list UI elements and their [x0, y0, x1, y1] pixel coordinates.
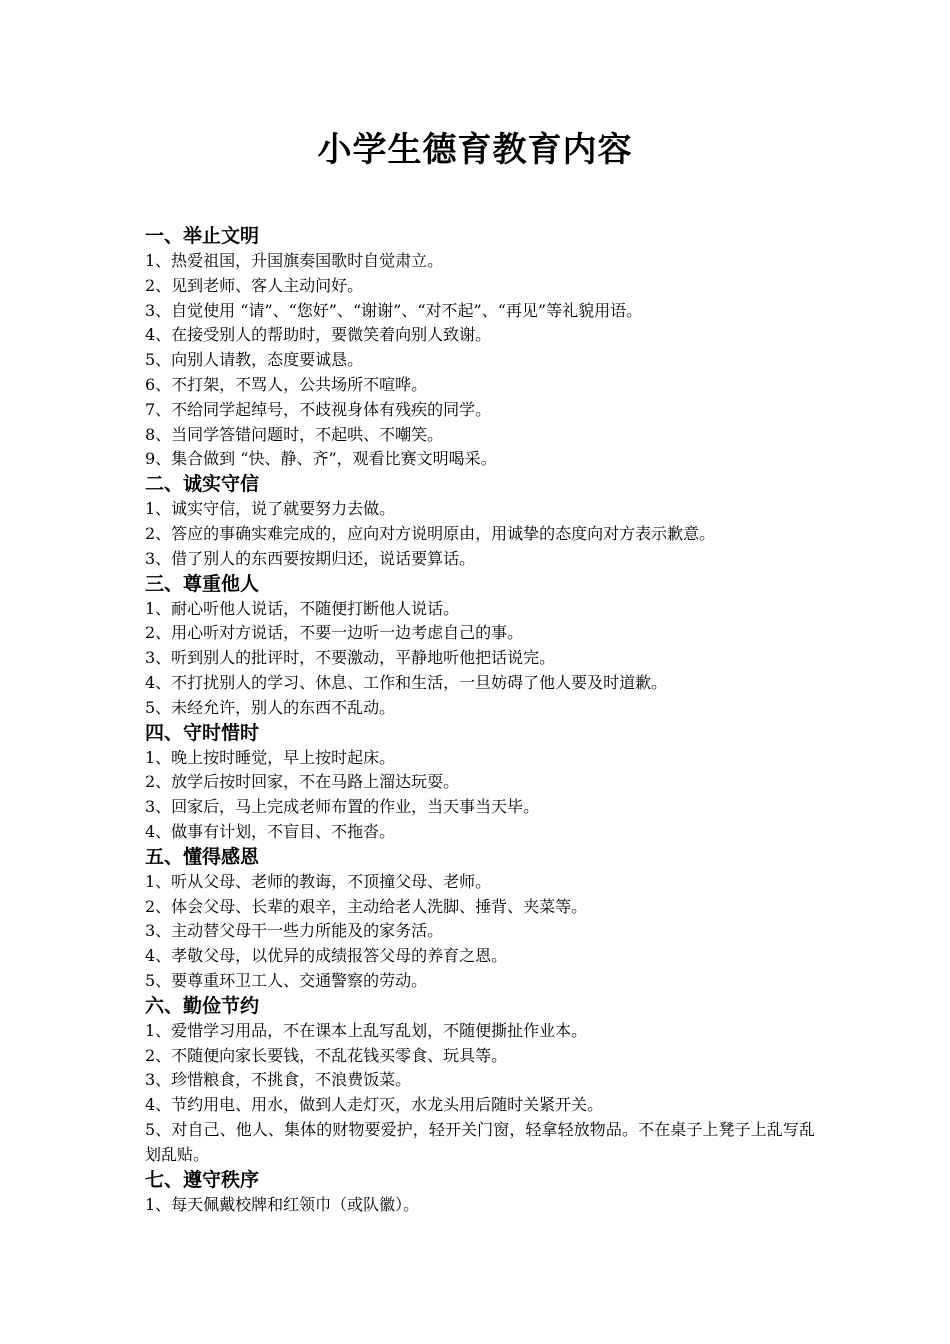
- list-item: 5、对自己、他人、集体的财物要爱护，轻开关门窗，轻拿轻放物品。不在桌子上凳子上乱写乱划乱贴。: [145, 1119, 815, 1164]
- section-heading: 二、诚实守信: [145, 473, 260, 496]
- list-item: 4、做事有计划，不盲目、不拖沓。: [145, 821, 396, 841]
- list-item: 1、耐心听他人说话，不随便打断他人说话。: [145, 598, 460, 618]
- list-item: 8、当同学答错问题时，不起哄、不嘲笑。: [145, 424, 444, 444]
- list-item: 4、在接受别人的帮助时，要微笑着向别人致谢。: [145, 325, 492, 345]
- section-punctuality: [145, 721, 815, 845]
- section-honesty: [145, 472, 815, 571]
- list-item: 3、珍惜粮食，不挑食，不浪费饭菜。: [145, 1070, 412, 1090]
- list-item: 3、主动替父母干一些力所能及的家务活。: [145, 921, 444, 941]
- list-item: 3、自觉使用 “请”、“您好”、“谢谢”、“对不起”、“再见”等礼貌用语。: [145, 300, 643, 320]
- page-title: 小学生德育教育内容: [317, 130, 633, 170]
- section-heading: 六、勤俭节约: [145, 994, 260, 1017]
- list-item: 4、节约用电、用水，做到人走灯灭，水龙头用后随时关紧开关。: [145, 1095, 604, 1115]
- section-respect: [145, 572, 815, 721]
- list-item: 3、回家后，马上完成老师布置的作业，当天事当天毕。: [145, 797, 540, 817]
- list-item: 1、听从父母、老师的教诲，不顶撞父母、老师。: [145, 871, 492, 891]
- list-item: 9、集合做到 “快、静、齐”，观看比赛文明喝采。: [145, 449, 497, 469]
- section-thrift: [145, 994, 815, 1168]
- section-manners: [145, 224, 815, 472]
- list-item: 3、听到别人的批评时，不要激动，平静地听他把话说完。: [145, 648, 556, 668]
- list-item: 4、不打扰别人的学习、休息、工作和生活，一旦妨碍了他人要及时道歉。: [145, 672, 668, 692]
- list-item: 7、不给同学起绰号，不歧视身体有残疾的同学。: [145, 399, 492, 419]
- section-heading: 七、遵守秩序: [145, 1168, 260, 1191]
- list-item: 1、热爱祖国，升国旗奏国歌时自觉肃立。: [145, 251, 444, 270]
- section-heading: 五、懂得感恩: [145, 845, 260, 868]
- list-item: 5、未经允许，别人的东西不乱动。: [145, 697, 396, 717]
- list-item: 2、答应的事确实难完成的，应向对方说明原由，用诚挚的态度向对方表示歉意。: [145, 523, 716, 543]
- section-heading: 三、尊重他人: [145, 572, 260, 595]
- section-heading: 一、举止文明: [145, 225, 260, 247]
- list-item: 1、晚上按时睡觉，早上按时起床。: [145, 747, 396, 767]
- list-item: 2、体会父母、长辈的艰辛，主动给老人洗脚、捶背、夹菜等。: [145, 896, 588, 916]
- list-item: 5、向别人请教，态度要诚恳。: [145, 350, 364, 370]
- list-item: 1、爱惜学习用品，不在课本上乱写乱划，不随便撕扯作业本。: [145, 1020, 588, 1040]
- list-item: 2、见到老师、客人主动问好。: [145, 275, 364, 295]
- list-item: 5、要尊重环卫工人、交通警察的劳动。: [145, 970, 428, 990]
- list-item: 4、孝敬父母，以优异的成绩报答父母的养育之恩。: [145, 946, 508, 966]
- list-item: 1、每天佩戴校牌和红领巾（或队徽）。: [145, 1194, 420, 1214]
- list-item: 6、不打架，不骂人，公共场所不喧哗。: [145, 374, 428, 394]
- list-item: 1、诚实守信，说了就要努力去做。: [145, 499, 396, 519]
- list-item: 2、用心听对方说话，不要一边听一边考虑自己的事。: [145, 623, 524, 643]
- section-gratitude: [145, 845, 815, 994]
- list-item: 3、借了别人的东西要按期归还，说话要算话。: [145, 548, 476, 568]
- document-body: [145, 224, 815, 1217]
- section-heading: 四、守时惜时: [145, 721, 260, 744]
- section-order: [145, 1168, 815, 1218]
- list-item: 2、放学后按时回家，不在马路上溜达玩耍。: [145, 772, 460, 792]
- list-item: 2、不随便向家长要钱，不乱花钱买零食、玩具等。: [145, 1045, 508, 1065]
